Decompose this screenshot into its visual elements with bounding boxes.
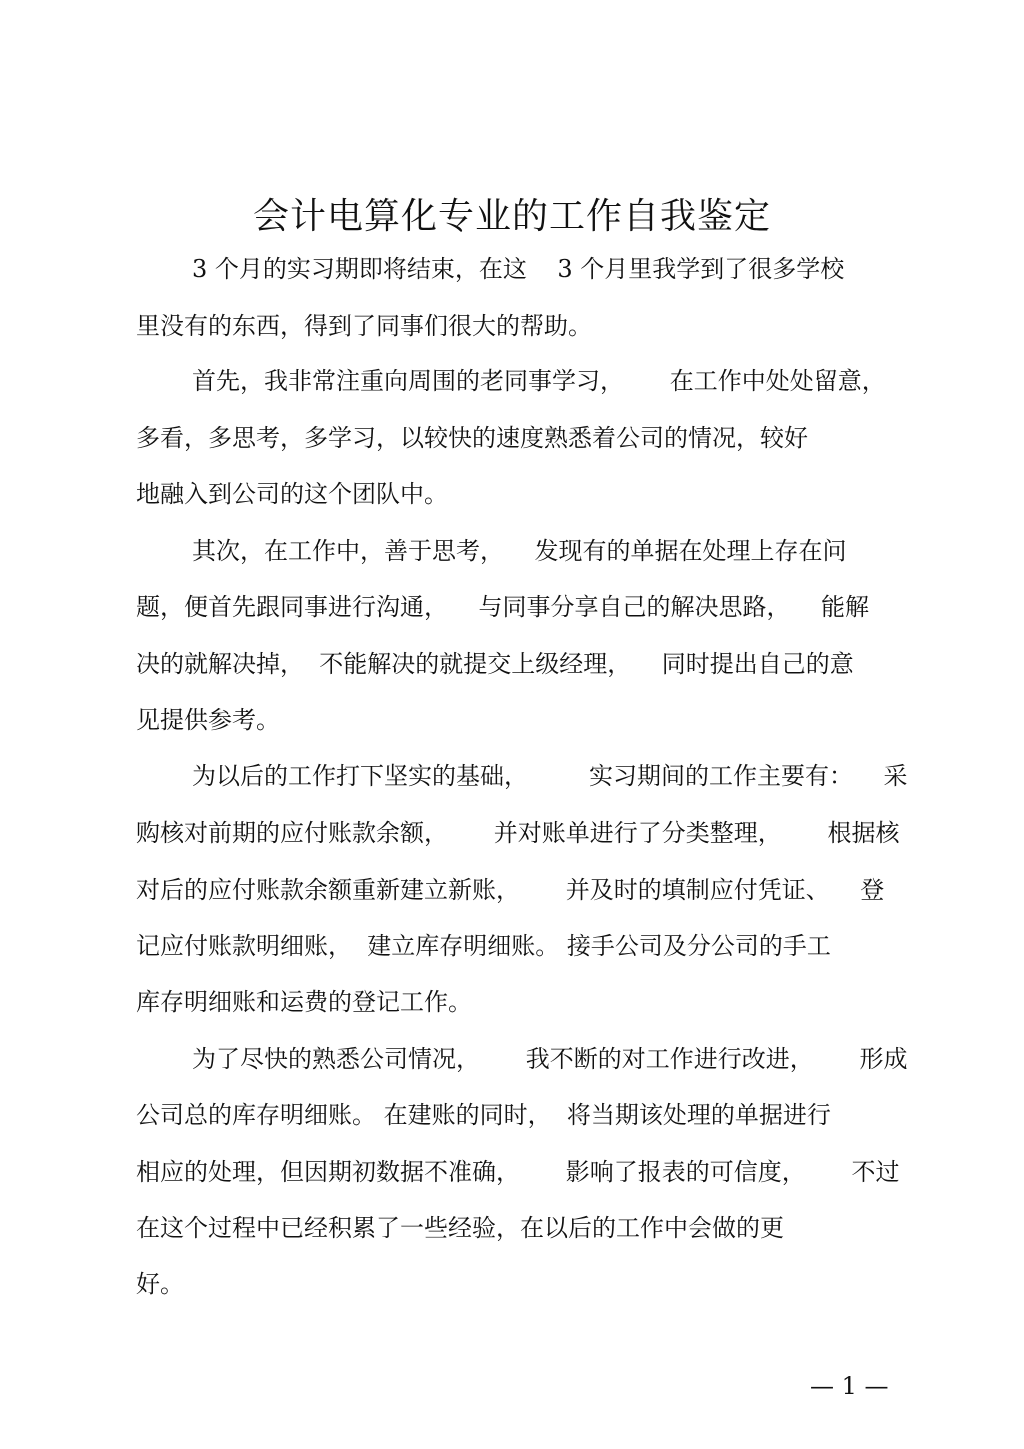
- body-line: 相应的处理，但因期初数据不准确， 影响了报表的可信度， 不过: [136, 1158, 900, 1186]
- body-line: 题，便首先跟同事进行沟通， 与同事分享自己的解决思路， 能解: [136, 593, 870, 621]
- document-title: 会计电算化专业的工作自我鉴定: [252, 196, 771, 237]
- page-number: — 1 —: [810, 1372, 889, 1400]
- body-line: 地融入到公司的这个团队中。: [136, 480, 448, 508]
- body-line: 多看，多思考，多学习，以较快的速度熟悉着公司的情况，较好: [136, 424, 808, 452]
- body-line: 记应付账款明细账， 建立库存明细账。 接手公司及分公司的手工: [136, 932, 831, 960]
- body-line: 其次，在工作中，善于思考， 发现有的单据在处理上存在问: [192, 537, 847, 565]
- body-line: 对后的应付账款余额重新建立新账， 并及时的填制应付凭证、 登: [136, 876, 885, 904]
- body-line: 购核对前期的应付账款余额， 并对账单进行了分类整理， 根据核: [136, 819, 900, 847]
- body-line: 在这个过程中已经积累了一些经验，在以后的工作中会做的更: [136, 1214, 784, 1242]
- body-line: 为了尽快的熟悉公司情况， 我不断的对工作进行改进， 形成: [192, 1045, 908, 1073]
- body-line: 3 个月的实习期即将结束，在这 3 个月里我学到了很多学校: [192, 255, 845, 283]
- body-line: 首先，我非常注重向周围的老同事学习， 在工作中处处留意，: [192, 367, 886, 395]
- body-line: 好。: [136, 1270, 184, 1298]
- body-line: 库存明细账和运费的登记工作。: [136, 988, 472, 1016]
- body-line: 见提供参考。: [136, 706, 280, 734]
- body-line: 公司总的库存明细账。 在建账的同时， 将当期该处理的单据进行: [136, 1101, 831, 1129]
- body-line: 决的就解决掉， 不能解决的就提交上级经理， 同时提出自己的意: [136, 650, 854, 678]
- body-line: 里没有的东西，得到了同事们很大的帮助。: [136, 312, 592, 340]
- body-line: 为以后的工作打下坚实的基础， 实习期间的工作主要有： 采: [192, 762, 908, 790]
